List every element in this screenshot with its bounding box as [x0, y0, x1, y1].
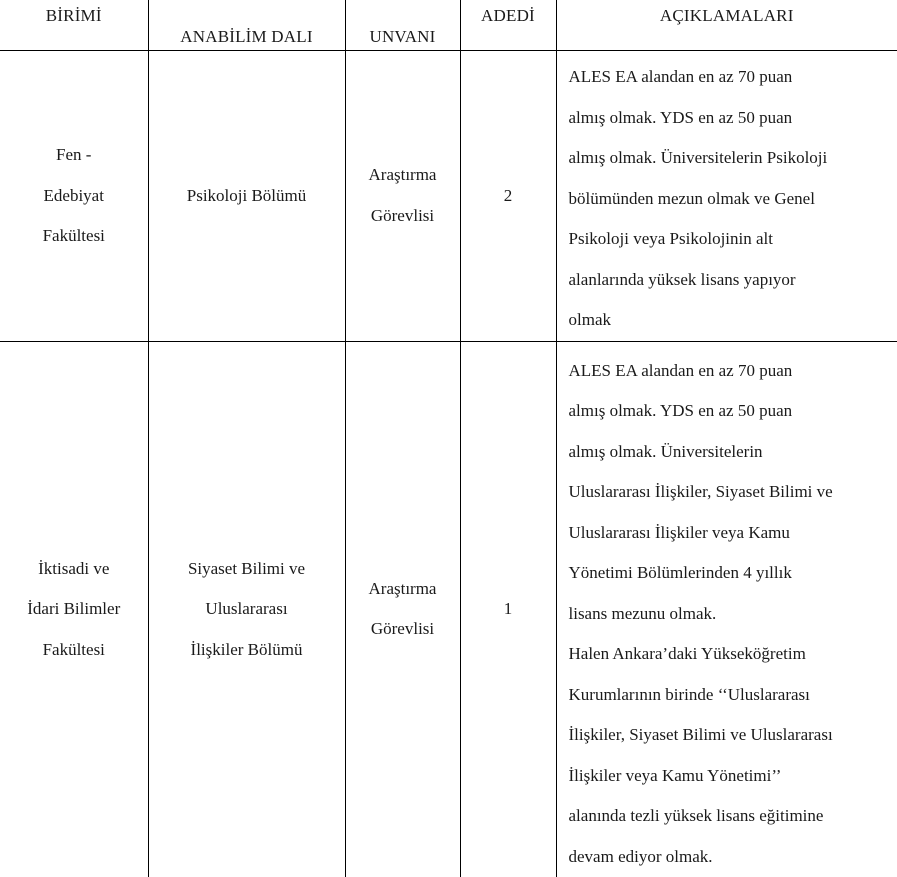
header-adedi — [460, 0, 556, 51]
desc-line: olmak — [569, 300, 897, 341]
desc-line: ALES EA alandan en az 70 puan — [569, 351, 897, 392]
header-aciklamalari — [556, 0, 897, 51]
desc-line: almış olmak. YDS en az 50 puan — [569, 391, 897, 432]
birimi-line: Fakültesi — [0, 630, 148, 671]
desc-line: Uluslararası İlişkiler veya Kamu — [569, 513, 897, 554]
table-row — [0, 341, 897, 877]
birimi-line: İktisadi ve — [0, 549, 148, 590]
desc-line: Halen Ankara’daki Yükseköğretim — [569, 634, 897, 675]
birimi-line: İdari Bilimler — [0, 589, 148, 630]
anabilim-dali-line: Siyaset Bilimi ve — [149, 549, 345, 590]
header-birimi-label: BİRİMİ — [0, 6, 148, 26]
desc-line: Uluslararası İlişkiler, Siyaset Bilimi ve — [569, 472, 897, 513]
unvani-line: Görevlisi — [346, 196, 460, 237]
header-anabilim-dali — [148, 0, 345, 51]
birimi-line: Edebiyat — [0, 176, 148, 217]
unvani-line: Görevlisi — [346, 609, 460, 650]
anabilim-dali-line: Psikoloji Bölümü — [149, 176, 345, 217]
birimi-line: Fakültesi — [0, 216, 148, 257]
cell-aciklamalari — [556, 341, 897, 877]
birimi-line: Fen - — [0, 135, 148, 176]
adedi-value: 1 — [504, 599, 513, 618]
desc-line: Yönetimi Bölümlerinden 4 yıllık — [569, 553, 897, 594]
header-unvani-label: UNVANI — [346, 27, 460, 47]
anabilim-dali-line: İlişkiler Bölümü — [149, 630, 345, 671]
desc-line: alanında tezli yüksek lisans eğitimine — [569, 796, 897, 837]
desc-line: Kurumlarının birinde ‘‘Uluslararası — [569, 675, 897, 716]
desc-line: ALES EA alandan en az 70 puan — [569, 57, 897, 98]
desc-line: İlişkiler, Siyaset Bilimi ve Uluslararası — [569, 715, 897, 756]
header-adedi-label: ADEDİ — [461, 6, 556, 26]
desc-line: İlişkiler veya Kamu Yönetimi’’ — [569, 756, 897, 797]
cell-adedi — [460, 51, 556, 342]
header-birimi — [0, 0, 148, 51]
cell-unvani — [345, 341, 460, 877]
cell-anabilim-dali — [148, 51, 345, 342]
desc-line: Psikoloji veya Psikolojinin alt — [569, 219, 897, 260]
adedi-value: 2 — [504, 186, 513, 205]
desc-line: bölümünden mezun olmak ve Genel — [569, 179, 897, 220]
cell-anabilim-dali — [148, 341, 345, 877]
desc-line: lisans mezunu olmak. — [569, 594, 897, 635]
unvani-line: Araştırma — [346, 569, 460, 610]
anabilim-dali-line: Uluslararası — [149, 589, 345, 630]
desc-line: almış olmak. YDS en az 50 puan — [569, 98, 897, 139]
cell-adedi — [460, 341, 556, 877]
header-row — [0, 0, 897, 51]
header-unvani — [345, 0, 460, 51]
desc-line: almış olmak. Üniversitelerin — [569, 432, 897, 473]
desc-line: alanlarında yüksek lisans yapıyor — [569, 260, 897, 301]
cell-aciklamalari — [556, 51, 897, 342]
desc-line: almış olmak. Üniversitelerin Psikoloji — [569, 138, 897, 179]
header-aciklamalari-label: AÇIKLAMALARI — [557, 6, 897, 26]
cell-unvani — [345, 51, 460, 342]
desc-line: devam ediyor olmak. — [569, 837, 897, 877]
cell-birimi — [0, 341, 148, 877]
unvani-line: Araştırma — [346, 155, 460, 196]
cell-birimi — [0, 51, 148, 342]
header-anabilim-dali-label: ANABİLİM DALI — [149, 27, 345, 47]
table-row — [0, 51, 897, 342]
